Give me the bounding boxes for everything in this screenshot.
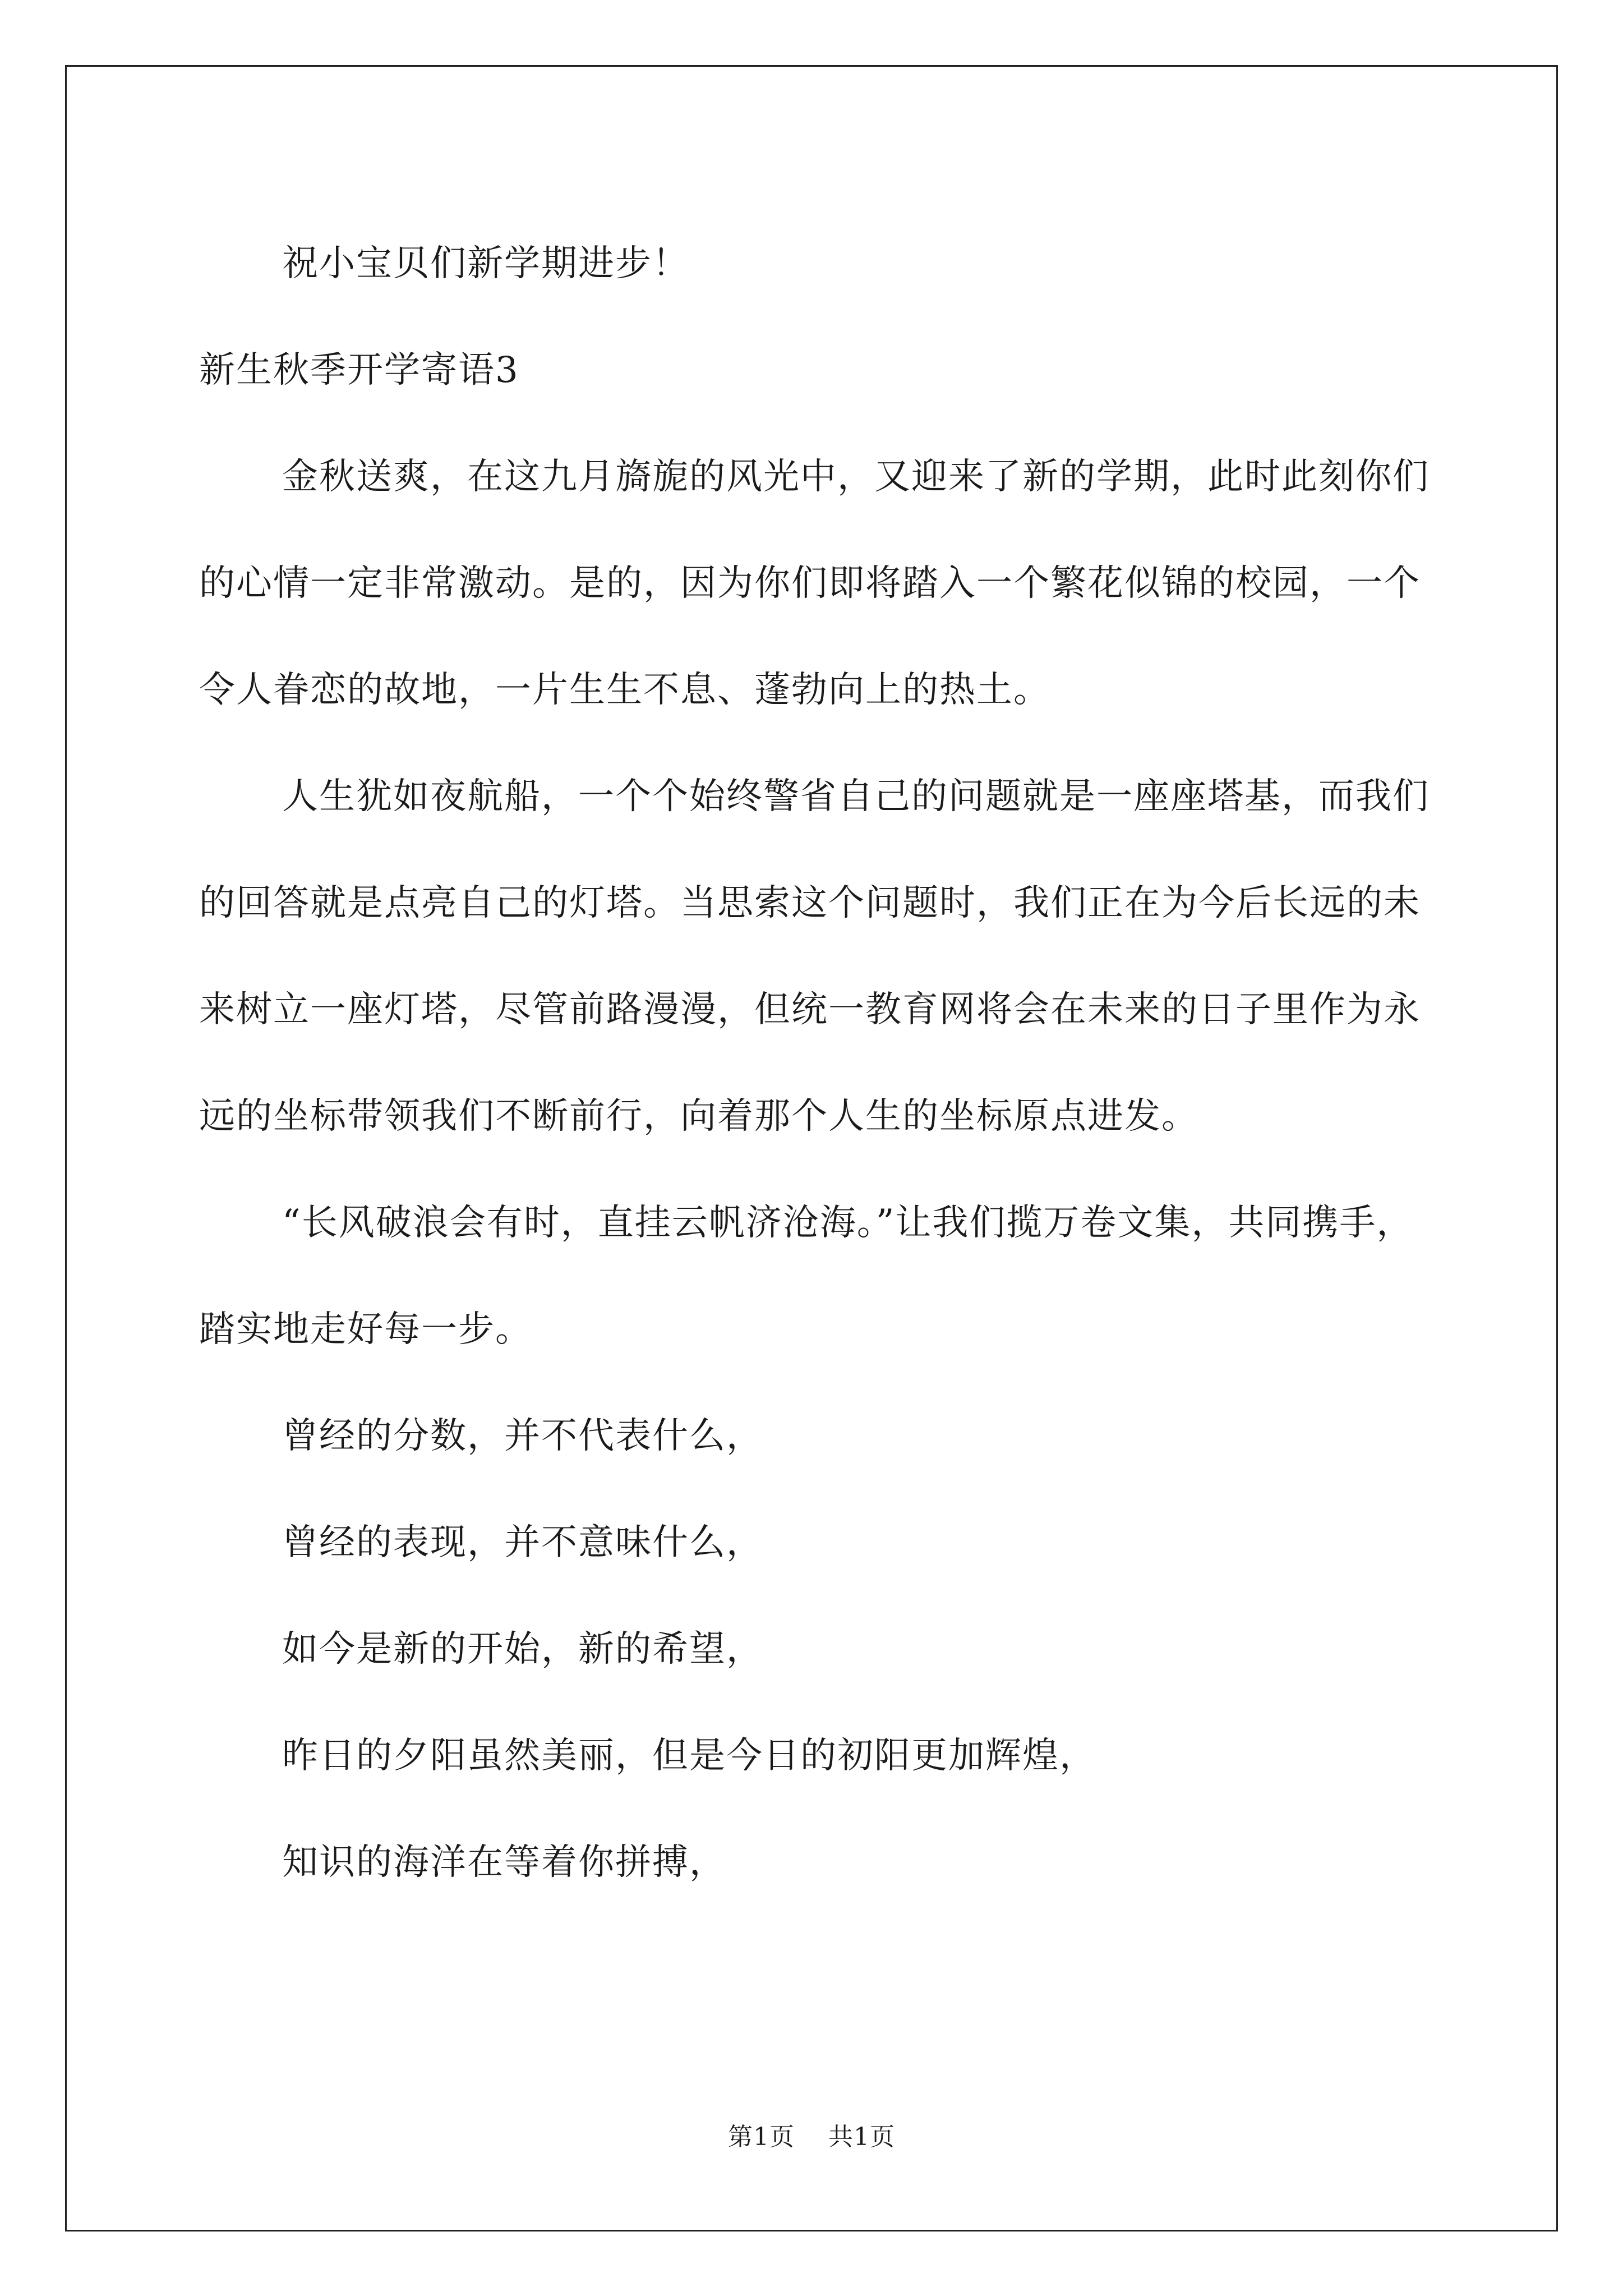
section-title: 新生秋季开学寄语3 bbox=[199, 349, 519, 391]
paragraph-3: 人生犹如夜航船，一个个始终警省自己的问题就是一座座塔基，而我们的回答就是点亮自己的灯塔。当思索这个问题时，我们正在为今后长远的未来树立一座灯塔，尽管前路漫漫，但统一教育网将会在未来的日子里作为永远的坐标带领我们不断前行，向着那个人生的坐标原点进发。 bbox=[199, 776, 1430, 1137]
page-footer bbox=[0, 2120, 1623, 2154]
paragraph-2: 金秋送爽，在这九月旖旎的风光中，又迎来了新的学期，此时此刻你们的心情一定非常激动。是的，因为你们即将踏入一个繁花似锦的校园，一个令人眷恋的故地，一片生生不息、蓬勃向上的热土。 bbox=[199, 456, 1430, 711]
page-total: 共1页 bbox=[828, 2123, 895, 2151]
paragraph-1: 祝小宝贝们新学期进步！ bbox=[282, 243, 689, 284]
paragraph-7: 如今是新的开始，新的希望， bbox=[282, 1628, 763, 1670]
paragraph-8: 昨日的夕阳虽然美丽，但是今日的初阳更加辉煌， bbox=[282, 1735, 1096, 1777]
paragraph-4: “长风破浪会有时，直挂云帆济沧海。”让我们揽万卷文集，共同携手，踏实地走好每一步。 bbox=[199, 1202, 1414, 1350]
page-number: 第1页 bbox=[728, 2123, 795, 2151]
paragraph-5: 曾经的分数，并不代表什么， bbox=[282, 1415, 763, 1457]
document-body bbox=[199, 210, 1433, 1916]
paragraph-6: 曾经的表现，并不意味什么， bbox=[282, 1522, 763, 1563]
paragraph-9: 知识的海洋在等着你拼搏， bbox=[282, 1842, 726, 1883]
